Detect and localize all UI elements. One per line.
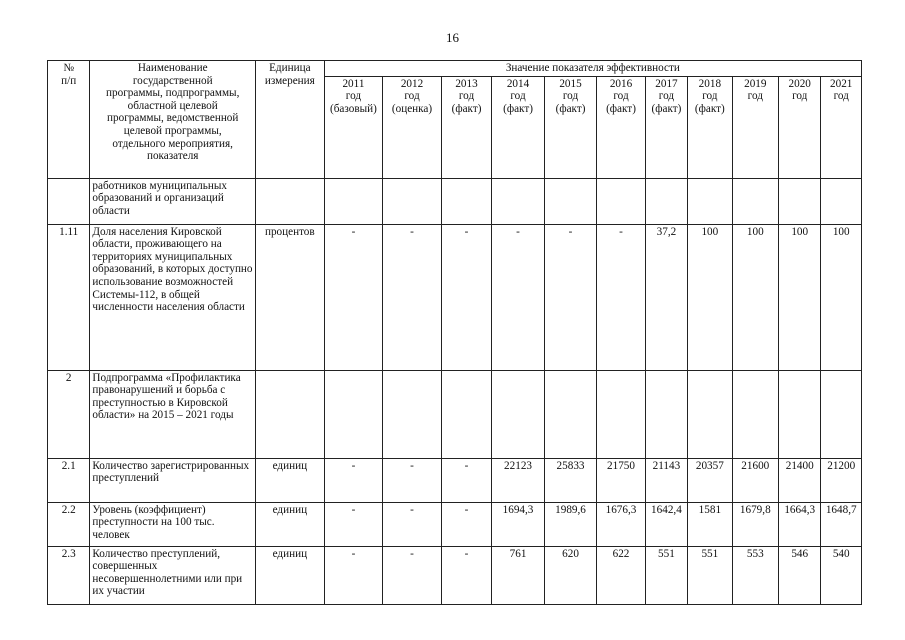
row-num: 2.1 (48, 458, 90, 502)
row-value (645, 370, 687, 458)
row-value: 21600 (732, 458, 778, 502)
header-num: № п/п (48, 61, 90, 179)
header-year-2017: 2017 год (факт) (645, 76, 687, 178)
row-value: 100 (821, 224, 862, 370)
row-value (441, 370, 491, 458)
header-year-2021: 2021 год (821, 76, 862, 178)
table-row (48, 370, 862, 458)
row-unit: единиц (256, 546, 325, 604)
row-value: - (544, 224, 597, 370)
row-value: 100 (732, 224, 778, 370)
row-value (688, 178, 732, 224)
row-value: - (441, 546, 491, 604)
row-value: 1676,3 (597, 502, 645, 546)
table-row (48, 546, 862, 604)
row-value: 1642,4 (645, 502, 687, 546)
row-unit (256, 178, 325, 224)
row-value: 620 (544, 546, 597, 604)
row-value: - (597, 224, 645, 370)
row-value (688, 370, 732, 458)
row-value: - (383, 224, 442, 370)
table-row (48, 458, 862, 502)
row-value: - (383, 502, 442, 546)
header-year-2015: 2015 год (факт) (544, 76, 597, 178)
header-unit: Единица измерения (256, 61, 325, 179)
row-value: 37,2 (645, 224, 687, 370)
row-value (732, 178, 778, 224)
row-value (383, 178, 442, 224)
row-value (492, 370, 545, 458)
row-value (597, 370, 645, 458)
header-year-2013: 2013 год (факт) (441, 76, 491, 178)
row-value (544, 178, 597, 224)
row-name: Подпрограмма «Профилактика правонарушений и борьба с преступностью в Кировской области» на 2015 – 2021 годы (90, 370, 256, 458)
row-value: 20357 (688, 458, 732, 502)
header-year-2019: 2019 год (732, 76, 778, 178)
row-value: 551 (688, 546, 732, 604)
table-row (48, 178, 862, 224)
row-name: Количество преступлений, совершенных несовершеннолетними или при их участии (90, 546, 256, 604)
row-value (732, 370, 778, 458)
row-value (779, 178, 821, 224)
row-value: 21143 (645, 458, 687, 502)
row-unit: единиц (256, 502, 325, 546)
row-value (779, 370, 821, 458)
row-name: Уровень (коэффициент) преступности на 100 тыс. человек (90, 502, 256, 546)
row-value: 22123 (492, 458, 545, 502)
row-value: - (492, 224, 545, 370)
row-value: 553 (732, 546, 778, 604)
row-value (441, 178, 491, 224)
row-value: 1679,8 (732, 502, 778, 546)
row-unit (256, 370, 325, 458)
row-num: 1.11 (48, 224, 90, 370)
row-value: 551 (645, 546, 687, 604)
table-row (48, 502, 862, 546)
row-value (324, 178, 383, 224)
row-value: 540 (821, 546, 862, 604)
row-value: 761 (492, 546, 545, 604)
row-value: 21750 (597, 458, 645, 502)
row-value: - (324, 224, 383, 370)
row-num: 2.2 (48, 502, 90, 546)
row-unit: единиц (256, 458, 325, 502)
row-value: - (383, 458, 442, 502)
row-value: 21200 (821, 458, 862, 502)
header-year-2018: 2018 год (факт) (688, 76, 732, 178)
row-name: Доля населения Кировской области, проживающего на территориях муниципальных образований, в которых доступно использование возможностей Системы-112, в общей численности населения области (90, 224, 256, 370)
row-value: 21400 (779, 458, 821, 502)
row-value: 1581 (688, 502, 732, 546)
table-row (48, 224, 862, 370)
header-group: Значение показателя эффективности (324, 61, 861, 77)
row-value: 622 (597, 546, 645, 604)
row-unit: процентов (256, 224, 325, 370)
row-value: 1664,3 (779, 502, 821, 546)
row-value: 100 (688, 224, 732, 370)
row-value: - (383, 546, 442, 604)
header-year-2014: 2014 год (факт) (492, 76, 545, 178)
row-value: 1694,3 (492, 502, 545, 546)
row-value (821, 178, 862, 224)
row-value: - (441, 458, 491, 502)
row-value: - (441, 224, 491, 370)
row-value: 100 (779, 224, 821, 370)
row-value (645, 178, 687, 224)
row-num: 2 (48, 370, 90, 458)
row-value (597, 178, 645, 224)
row-value (324, 370, 383, 458)
row-value: - (441, 502, 491, 546)
header-year-2011: 2011 год (базовый) (324, 76, 383, 178)
header-name: Наименование государственной программы, подпрограммы, областной целевой программы, ведомственной целевой программы, отдельного мероприятия, показателя (90, 61, 256, 179)
page-number: 16 (446, 30, 459, 45)
row-value (492, 178, 545, 224)
header-year-2016: 2016 год (факт) (597, 76, 645, 178)
row-name: работников муниципальных образований и организаций области (90, 178, 256, 224)
row-num: 2.3 (48, 546, 90, 604)
row-value: - (324, 458, 383, 502)
row-value (383, 370, 442, 458)
row-value: 25833 (544, 458, 597, 502)
row-value: - (324, 502, 383, 546)
row-value: 1989,6 (544, 502, 597, 546)
row-name: Количество зарегистрированных преступлений (90, 458, 256, 502)
row-value (544, 370, 597, 458)
header-year-2020: 2020 год (779, 76, 821, 178)
indicator-table (47, 60, 862, 605)
row-value: 1648,7 (821, 502, 862, 546)
row-value (821, 370, 862, 458)
header-year-2012: 2012 год (оценка) (383, 76, 442, 178)
row-value: - (324, 546, 383, 604)
row-value: 546 (779, 546, 821, 604)
row-num (48, 178, 90, 224)
